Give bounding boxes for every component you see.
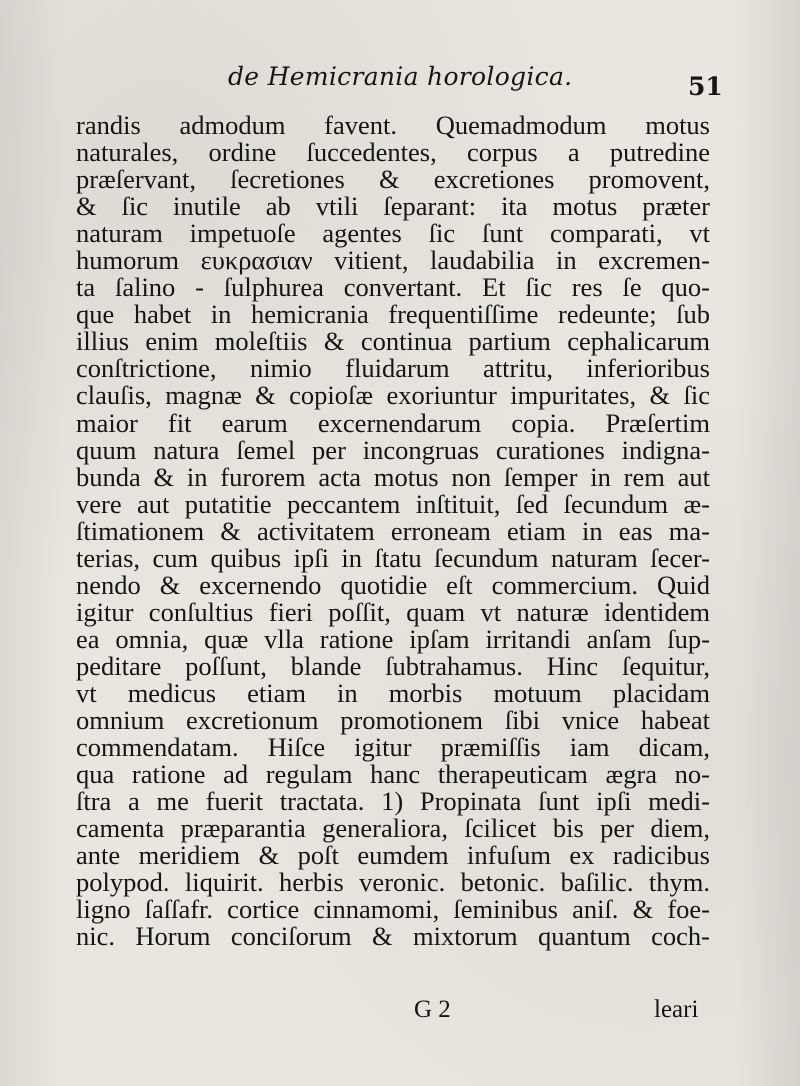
body-text bbox=[76, 112, 710, 950]
text-line: vt medicus etiam in morbis motuum placidam bbox=[76, 677, 710, 708]
text-line: naturales, ordine ſuccedentes, corpus a putredine bbox=[76, 137, 710, 168]
running-title: de Hemicrania horologica. bbox=[228, 62, 573, 91]
text-line: ligno ſaſſafr. cortice cinnamomi, ſeminibus aniſ. & foe- bbox=[76, 894, 710, 925]
text-line: ta ſalino - ſulphurea convertant. Et ſic res ſe quo- bbox=[76, 272, 710, 303]
text-line: nic. Horum conciſorum & mixtorum quantum coch- bbox=[76, 921, 710, 952]
text-line: ante meridiem & poſt eumdem infuſum ex radicibus bbox=[76, 840, 710, 871]
text-line: quum natura ſemel per incongruas curationes indigna- bbox=[76, 434, 710, 465]
text-line: humorum ευκρασιαν vitient, laudabilia in excremen- bbox=[76, 245, 710, 276]
catchword: leari bbox=[654, 996, 699, 1023]
text-line: & ſic inutile ab vtili ſeparant: ita motus præter bbox=[76, 191, 710, 222]
text-line: polypod. liquirit. herbis veronic. betonic. baſilic. thym. bbox=[76, 867, 710, 898]
text-line: omnium excretionum promotionem ſibi vnice habeat bbox=[76, 705, 710, 736]
text-line: terias, cum quibus ipſi in ſtatu ſecundum naturam ſecer- bbox=[76, 542, 710, 573]
text-line: ea omnia, quæ vlla ratione ipſam irritandi anſam ſup- bbox=[76, 623, 710, 654]
text-line: naturam impetuoſe agentes ſic ſunt comparati, vt bbox=[76, 218, 710, 249]
page-footer bbox=[0, 996, 800, 1036]
text-line: igitur conſultius fieri poſſit, quam vt naturæ identidem bbox=[76, 596, 710, 627]
text-line: ſtra a me fuerit tractata. 1) Propinata ſunt ipſi medi- bbox=[76, 786, 710, 817]
text-line: maior fit earum excernendarum copia. Præſertim bbox=[76, 407, 710, 438]
page-header bbox=[0, 62, 800, 102]
signature-mark: G 2 bbox=[414, 996, 451, 1023]
text-line: conſtrictione, nimio fluidarum attritu, inferioribus bbox=[76, 353, 710, 384]
text-line: præſervant, ſecretiones & excretiones promovent, bbox=[76, 164, 710, 195]
text-line: peditare poſſunt, blande ſubtrahamus. Hinc ſequitur, bbox=[76, 650, 710, 681]
page-number: 51 bbox=[688, 72, 723, 101]
text-line: commendatam. Hiſce igitur præmiſſis iam dicam, bbox=[76, 732, 710, 763]
text-line: camenta præparantia generaliora, ſcilicet bis per diem, bbox=[76, 813, 710, 844]
text-line: bunda & in furorem acta motus non ſemper in rem aut bbox=[76, 461, 710, 492]
text-line: clauſis, magnæ & copioſæ exoriuntur impuritates, & ſic bbox=[76, 380, 710, 411]
text-line: ſtimationem & activitatem erroneam etiam in eas ma- bbox=[76, 515, 710, 546]
text-line: que habet in hemicrania frequentiſſime redeunte; ſub bbox=[76, 299, 710, 330]
text-line: vere aut putatitie peccantem inſtituit, ſed ſecundum æ- bbox=[76, 488, 710, 519]
text-line: randis admodum favent. Quemadmodum motus bbox=[76, 110, 710, 140]
text-line: illius enim moleſtiis & continua partium cephalicarum bbox=[76, 326, 710, 357]
text-line: qua ratione ad regulam hanc therapeuticam ægra no- bbox=[76, 759, 710, 790]
text-line: nendo & excernendo quotidie eſt commercium. Quid bbox=[76, 569, 710, 600]
